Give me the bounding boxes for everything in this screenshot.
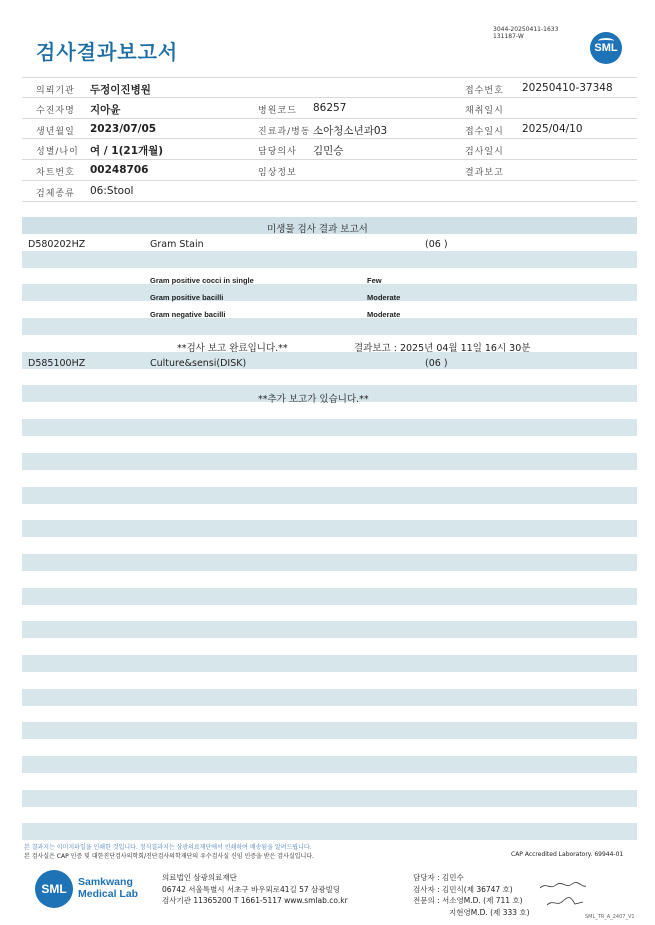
info-row [22, 139, 637, 160]
info-label: 결과보고 [465, 168, 504, 179]
organism-amount: Few [367, 276, 382, 285]
accreditation-notice: 본 검사실은 CAP 인증 및 대한진단검사의학회/진단검사의학재단의 우수검사실 신임 인증을 받은 검사실입니다. [24, 853, 314, 860]
document-id-line: 3044-20250411-1633 [493, 26, 559, 33]
organism-amount: Moderate [367, 310, 401, 319]
info-label: 검체종류 [36, 188, 75, 199]
report-band [22, 554, 637, 571]
report-band [22, 284, 637, 301]
info-label: 접수번호 [465, 86, 504, 96]
report-band [22, 689, 637, 706]
report-band [22, 352, 637, 369]
info-row [22, 160, 637, 181]
report-band [22, 487, 637, 504]
additional-note: **추가 보고가 있습니다.** [258, 394, 369, 405]
info-label: 검사일시 [465, 147, 504, 158]
info-value: 지아윤 [90, 103, 121, 116]
report-band [22, 318, 637, 335]
signature-icon [545, 895, 585, 909]
test-name: Culture&sensi(DISK) [150, 358, 247, 369]
test-name: Gram Stain [150, 239, 204, 250]
specimen-code: (06 ) [425, 239, 448, 250]
info-label: 생년월일 [36, 126, 75, 137]
brand-line: Medical Lab [78, 888, 139, 900]
info-label: 성별/나이 [36, 147, 79, 158]
info-value: 여 / 1(21개월) [90, 145, 164, 158]
report-band [22, 823, 637, 840]
staff-line: 담당자 : 김민수 [413, 873, 464, 882]
organism-amount: Moderate [367, 293, 401, 302]
report-band [22, 655, 637, 672]
info-value: 두정이진병원 [90, 84, 151, 96]
report-header: 미생물 검사 결과 보고서 [267, 224, 368, 235]
report-band [22, 251, 637, 268]
info-label: 접수일시 [465, 126, 504, 137]
brand-name [78, 876, 138, 900]
report-band [22, 790, 637, 807]
patient-info-table [22, 77, 637, 202]
info-label: 진료과/병동 [258, 126, 311, 137]
cap-accreditation: CAP Accredited Laboratory. 69944-01 [511, 851, 624, 858]
staff-line: 지현영M.D. (제 333 호) [449, 907, 530, 917]
report-band [22, 453, 637, 470]
report-band [22, 722, 637, 739]
report-band [22, 588, 637, 605]
info-value: 2025/04/10 [522, 122, 583, 135]
info-value: 86257 [313, 101, 347, 114]
info-row [22, 181, 637, 202]
staff-line: 전문의 : 서소영M.D. (제 711 호) [413, 896, 523, 905]
page-title: 검사결과보고서 [36, 40, 179, 64]
info-label: 채취일시 [465, 105, 504, 116]
info-label: 수진자명 [36, 105, 75, 116]
info-value: 00248706 [90, 164, 149, 177]
report-band [22, 520, 637, 537]
info-label: 담당의사 [258, 147, 297, 158]
info-value: 2023/07/05 [90, 122, 157, 135]
brand-line: Samkwang [78, 876, 133, 888]
report-band [22, 419, 637, 436]
document-id-line: 131187-W [493, 33, 524, 40]
address-line: 06742 서울특별시 서초구 바우뫼로41길 57 삼광빌딩 [162, 884, 341, 894]
staff-list [413, 872, 530, 918]
address-line: 검사기관 11365200 T 1661-5117 www.smlab.co.kr [162, 896, 348, 905]
staff-line: 검사자 : 김민식(제 36747 호) [413, 884, 513, 894]
organism: Gram negative bacilli [150, 310, 226, 319]
document-id [493, 26, 558, 40]
info-label: 차트번호 [36, 168, 75, 179]
image-notice: 본 결과지는 이미지파일을 인쇄한 것입니다. 정식결과지는 삼광의료재단에서 인쇄하여 배송됨을 알려드립니다. [24, 844, 312, 851]
report-band [22, 621, 637, 638]
info-value: 20250410-37348 [522, 82, 613, 94]
test-code: D585100HZ [28, 358, 86, 369]
report-time: 결과보고 : 2025년 04월 11일 16시 30분 [354, 343, 531, 354]
info-row [22, 98, 637, 119]
sml-logo: SML [590, 32, 622, 64]
info-value: 06:Stool [90, 184, 134, 197]
report-background-bands [22, 217, 637, 857]
form-version: SML_TR_A_2407_V1 [585, 914, 635, 920]
address-line: 의료법인 삼광의료재단 [162, 873, 237, 882]
info-label: 병원코드 [258, 105, 297, 116]
organism: Gram positive cocci in single [150, 276, 254, 285]
specimen-code: (06 ) [425, 358, 448, 369]
complete-note: **검사 보고 완료입니다.** [177, 343, 288, 354]
info-label: 임상정보 [258, 168, 297, 179]
organism: Gram positive bacilli [150, 293, 224, 302]
test-code: D580202HZ [28, 239, 86, 250]
lab-address [162, 872, 348, 907]
report-band [22, 756, 637, 773]
info-value: 소아청소년과03 [313, 124, 388, 137]
info-row [22, 77, 637, 98]
info-label: 의뢰기관 [36, 86, 75, 96]
sml-footer-logo: SML [35, 870, 73, 908]
signature-icon [538, 880, 588, 892]
info-value: 김민승 [313, 145, 344, 158]
info-row [22, 119, 637, 140]
